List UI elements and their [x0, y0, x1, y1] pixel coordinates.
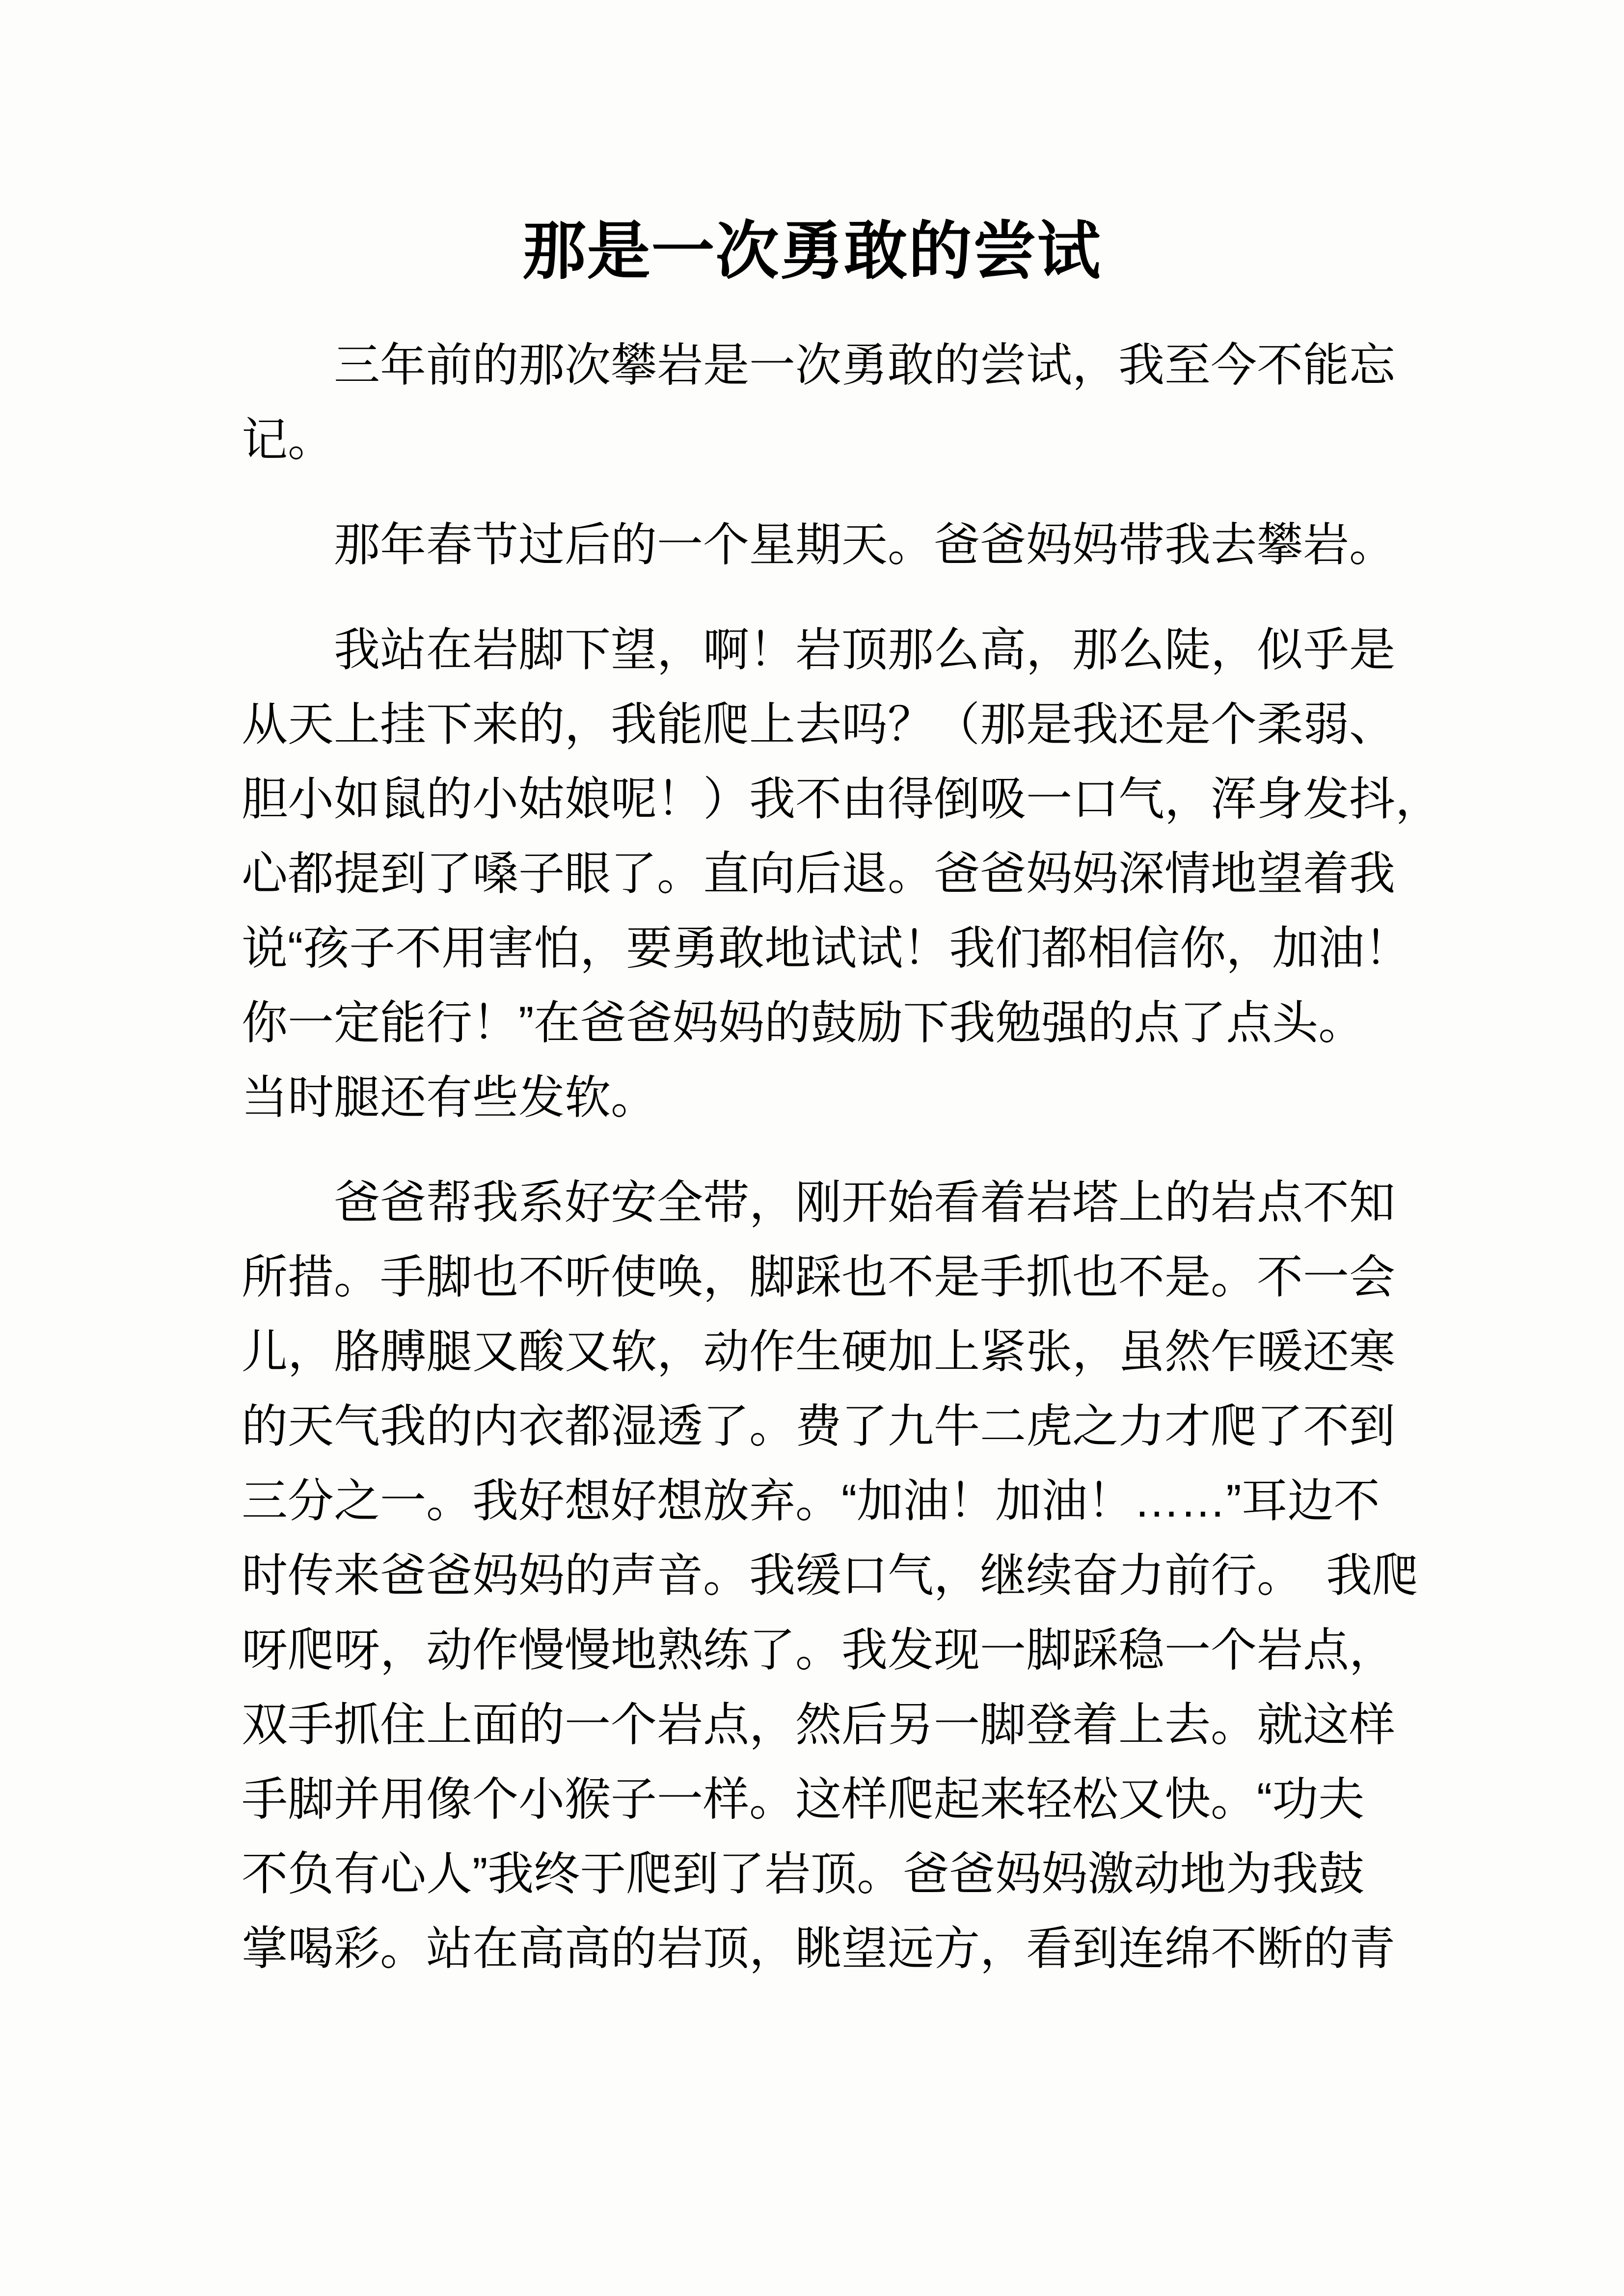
text-line: 我站在岩脚下望，啊！岩顶那么高，那么陡，似乎是 — [334, 624, 1396, 675]
paragraph — [242, 328, 1395, 477]
text-line: 呀爬呀，动作慢慢地熟练了。我发现一脚踩稳一个岩点， — [242, 1624, 1396, 1676]
text-line: 心都提到了嗓子眼了。直向后退。爸爸妈妈深情地望着我 — [242, 848, 1396, 899]
text-line: 掌喝彩。站在高高的岩顶，眺望远方，看到连绵不断的青 — [242, 1922, 1396, 1974]
text-line: 儿，胳膊腿又酸又软，动作生硬加上紧张，虽然乍暖还寒 — [242, 1326, 1396, 1377]
text-line: 所措。手脚也不听使唤，脚踩也不是手抓也不是。不一会 — [242, 1251, 1396, 1303]
paragraph — [242, 507, 1395, 582]
text-line: 三分之一。我好想好想放弃。“加油！加油！……”耳边不 — [242, 1475, 1380, 1526]
text-line: 你一定能行！”在爸爸妈妈的鼓励下我勉强的点了点头。 — [242, 997, 1365, 1048]
text-line: 时传来爸爸妈妈的声音。我缓口气，继续奋力前行。 我爬 — [242, 1549, 1419, 1601]
text-line: 当时腿还有些发软。 — [242, 1071, 657, 1123]
text-line: 双手抓住上面的一个岩点，然后另一脚登着上去。就这样 — [242, 1699, 1396, 1750]
text-line: 从天上挂下来的，我能爬上去吗？（那是我还是个柔弱、 — [242, 698, 1396, 750]
paragraph — [242, 613, 1442, 1135]
document-title: 那是一次勇敢的尝试 — [522, 216, 1102, 287]
text-line: 的天气我的内衣都湿透了。费了九牛二虎之力才爬了不到 — [242, 1400, 1396, 1452]
paragraph — [242, 1165, 1419, 1986]
text-line: 胆小如鼠的小姑娘呢！）我不由得倒吸一口气，浑身发抖， — [242, 773, 1442, 825]
text-line: 三年前的那次攀岩是一次勇敢的尝试，我至今不能忘 — [334, 339, 1396, 391]
text-line: 记。 — [242, 414, 334, 465]
document-body — [242, 328, 1442, 2016]
text-line: 不负有心人”我终于爬到了岩顶。爸爸妈妈激动地为我鼓 — [242, 1848, 1365, 1899]
text-line: 手脚并用像个小猴子一样。这样爬起来轻松又快。“功夫 — [242, 1773, 1365, 1825]
text-line: 那年春节过后的一个星期天。爸爸妈妈带我去攀岩。 — [334, 519, 1396, 570]
text-line: 说“孩子不用害怕，要勇敢地试试！我们都相信你，加油！ — [242, 922, 1411, 974]
text-line: 爸爸帮我系好安全带，刚开始看着岩塔上的岩点不知 — [334, 1176, 1396, 1228]
